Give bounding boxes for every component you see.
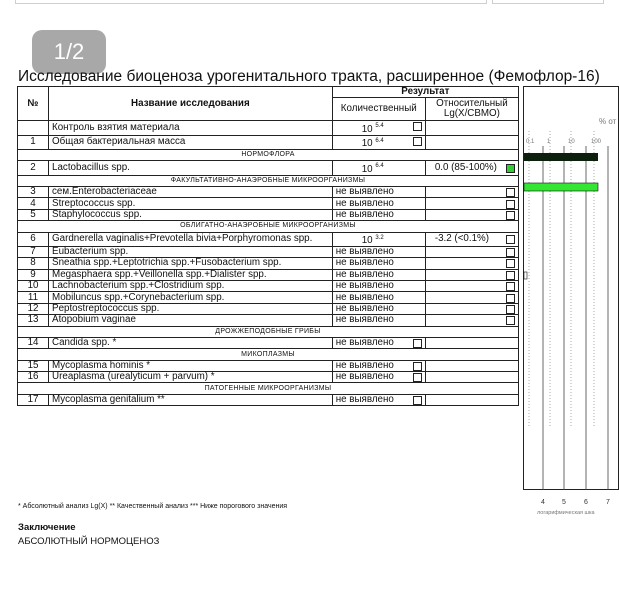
relative-value: 0.0 (85-100%) bbox=[434, 161, 497, 173]
row-number: 10 bbox=[18, 280, 49, 291]
table-row bbox=[18, 303, 519, 314]
section-label: ПАТОГЕННЫЕ МИКРООРГАНИЗМЫ bbox=[18, 383, 519, 394]
table-row bbox=[18, 246, 519, 257]
relative-cell bbox=[425, 121, 518, 135]
header-results: Результат bbox=[332, 87, 518, 98]
table-row bbox=[18, 280, 519, 291]
quantitative-value: не выявлено bbox=[335, 291, 394, 303]
row-number: 13 bbox=[18, 315, 49, 326]
relative-cell bbox=[425, 337, 518, 348]
row-number bbox=[18, 121, 49, 135]
quantitative-cell bbox=[332, 394, 425, 405]
log-tick-label: 5 bbox=[562, 499, 566, 506]
table-row bbox=[18, 161, 519, 175]
relative-cell bbox=[425, 209, 518, 220]
result-checkbox bbox=[506, 211, 515, 220]
result-checkbox bbox=[413, 122, 422, 131]
row-number: 9 bbox=[18, 269, 49, 280]
relative-cell bbox=[425, 394, 518, 405]
table-row bbox=[18, 337, 519, 348]
section-row bbox=[18, 349, 519, 360]
relative-cell bbox=[425, 246, 518, 257]
relative-cell bbox=[425, 269, 518, 280]
quantitative-cell bbox=[332, 198, 425, 209]
relative-cell bbox=[425, 135, 518, 149]
quantitative-value: 10 bbox=[361, 123, 373, 135]
result-checkbox bbox=[413, 137, 422, 146]
row-number: 7 bbox=[18, 246, 49, 257]
log-tick-label: 6 bbox=[584, 499, 588, 506]
footnote: * Абсолютный анализ Lg(X) ** Качественный анализ *** Ниже порогового значения bbox=[18, 503, 288, 510]
quantitative-value: не выявлено bbox=[335, 359, 394, 371]
lactobacillus-bar bbox=[524, 183, 598, 191]
table-row bbox=[18, 232, 519, 246]
result-checkbox bbox=[506, 200, 515, 209]
header-name: Название исследования bbox=[49, 87, 333, 121]
quantitative-cell bbox=[332, 209, 425, 220]
test-name: сем.Enterobacteriaceae bbox=[49, 186, 333, 197]
row-number: 4 bbox=[18, 198, 49, 209]
test-name: Peptostreptococcus spp. bbox=[49, 303, 333, 314]
result-checkbox bbox=[506, 259, 515, 268]
result-checkbox bbox=[506, 188, 515, 197]
row-number: 8 bbox=[18, 258, 49, 269]
quantitative-cell bbox=[332, 315, 425, 326]
test-name: Gardnerella vaginalis+Prevotella bivia+Porphyromonas spp. bbox=[49, 232, 333, 246]
test-name: Staphylococcus spp. bbox=[49, 209, 333, 220]
section-row bbox=[18, 175, 519, 186]
chart-top-label: % от bbox=[599, 117, 617, 126]
header-relative: Относительный Lg(X/СВМО) bbox=[425, 98, 518, 121]
row-number: 3 bbox=[18, 186, 49, 197]
relative-cell bbox=[425, 161, 518, 175]
pct-tick-label: 10 bbox=[568, 139, 575, 145]
exponent: 5.4 bbox=[375, 123, 384, 130]
section-row bbox=[18, 149, 519, 160]
quantitative-value: не выявлено bbox=[335, 208, 394, 220]
section-label: ДРОЖЖЕПОДОБНЫЕ ГРИБЫ bbox=[18, 326, 519, 337]
quantitative-value: 10 bbox=[361, 163, 373, 175]
section-label: ОБЛИГАТНО-АНАЭРОБНЫЕ МИКРООРГАНИЗМЫ bbox=[18, 221, 519, 232]
table-row bbox=[18, 269, 519, 280]
header-num: № bbox=[18, 87, 49, 121]
result-checkbox bbox=[413, 396, 422, 405]
quantitative-cell bbox=[332, 292, 425, 303]
quantitative-value: не выявлено bbox=[335, 257, 394, 269]
result-checkbox bbox=[413, 339, 422, 348]
section-label: НОРМОФЛОРА bbox=[18, 149, 519, 160]
test-name: Sneathia spp.+Leptotrichia spp.+Fusobacterium spp. bbox=[49, 258, 333, 269]
quantitative-value: не выявлено bbox=[335, 314, 394, 326]
test-name: Candida spp. * bbox=[49, 337, 333, 348]
section-label: МИКОПЛАЗМЫ bbox=[18, 349, 519, 360]
table-row bbox=[18, 258, 519, 269]
relative-cell bbox=[425, 198, 518, 209]
relative-cell bbox=[425, 258, 518, 269]
row-number: 15 bbox=[18, 360, 49, 371]
test-name: Ureaplasma (urealyticum + parvum) * bbox=[49, 372, 333, 383]
pct-tick-label: 0.1 bbox=[526, 139, 535, 145]
quantitative-cell bbox=[332, 232, 425, 246]
table-row bbox=[18, 121, 519, 135]
row-number: 1 bbox=[18, 135, 49, 149]
relative-cell bbox=[425, 292, 518, 303]
row-number: 14 bbox=[18, 337, 49, 348]
test-name: Megasphaera spp.+Veillonella spp.+Dialister spp. bbox=[49, 269, 333, 280]
conclusion-text: АБСОЛЮТНЫЙ НОРМОЦЕНОЗ bbox=[18, 536, 160, 547]
test-name: Streptococcus spp. bbox=[49, 198, 333, 209]
table-row bbox=[18, 209, 519, 220]
top-field-border-right bbox=[492, 0, 604, 4]
exponent: 3.2 bbox=[375, 234, 384, 241]
table-row bbox=[18, 186, 519, 197]
section-row bbox=[18, 383, 519, 394]
row-number: 17 bbox=[18, 394, 49, 405]
relative-cell bbox=[425, 372, 518, 383]
pct-tick-label: 1 bbox=[547, 139, 551, 145]
row-number: 11 bbox=[18, 292, 49, 303]
relative-cell bbox=[425, 186, 518, 197]
log-scale-chart bbox=[523, 86, 619, 516]
log-tick-label: 7 bbox=[606, 499, 610, 506]
quantitative-value: не выявлено bbox=[335, 394, 394, 406]
quantitative-value: не выявлено bbox=[335, 280, 394, 292]
test-name: Lactobacillus spp. bbox=[49, 161, 333, 175]
quantitative-cell bbox=[332, 135, 425, 149]
chart-bottom-label: логарифмическая шка bbox=[537, 510, 595, 516]
result-indicator-green bbox=[506, 164, 515, 173]
total-mass-bar bbox=[524, 153, 598, 161]
gardnerella-bar bbox=[524, 272, 527, 279]
table-row bbox=[18, 394, 519, 405]
pct-tick-label: 100 bbox=[591, 139, 602, 145]
quantitative-cell bbox=[332, 258, 425, 269]
row-number: 5 bbox=[18, 209, 49, 220]
header-quantitative: Количественный bbox=[332, 98, 425, 121]
table-row bbox=[18, 372, 519, 383]
test-name: Mobiluncus spp.+Corynebacterium spp. bbox=[49, 292, 333, 303]
quantitative-cell bbox=[332, 372, 425, 383]
relative-value: -3.2 (<0.1%) bbox=[434, 233, 490, 245]
quantitative-cell bbox=[332, 186, 425, 197]
quantitative-cell bbox=[332, 337, 425, 348]
table-row bbox=[18, 360, 519, 371]
conclusion-heading: Заключение bbox=[18, 522, 76, 533]
relative-cell bbox=[425, 232, 518, 246]
results-table bbox=[17, 86, 519, 406]
test-name: Общая бактериальная масса bbox=[49, 135, 333, 149]
result-checkbox bbox=[413, 362, 422, 371]
row-number: 2 bbox=[18, 161, 49, 175]
relative-cell bbox=[425, 303, 518, 314]
result-checkbox bbox=[506, 294, 515, 303]
log-tick-label: 4 bbox=[541, 499, 545, 506]
page-indicator: 1/2 bbox=[32, 30, 106, 74]
result-checkbox bbox=[506, 282, 515, 291]
section-row bbox=[18, 221, 519, 232]
row-number: 16 bbox=[18, 372, 49, 383]
quantitative-value: не выявлено bbox=[335, 371, 394, 383]
exponent: 6.4 bbox=[375, 163, 384, 170]
result-checkbox bbox=[506, 271, 515, 280]
quantitative-value: не выявлено bbox=[335, 197, 394, 209]
result-checkbox bbox=[413, 373, 422, 382]
quantitative-cell bbox=[332, 246, 425, 257]
result-checkbox bbox=[506, 305, 515, 314]
result-checkbox bbox=[506, 316, 515, 325]
test-name: Контроль взятия материала bbox=[49, 121, 333, 135]
table-header-row bbox=[18, 87, 519, 98]
row-number: 6 bbox=[18, 232, 49, 246]
quantitative-cell bbox=[332, 280, 425, 291]
row-number: 12 bbox=[18, 303, 49, 314]
table-row bbox=[18, 315, 519, 326]
relative-cell bbox=[425, 315, 518, 326]
result-checkbox bbox=[506, 248, 515, 257]
quantitative-cell bbox=[332, 161, 425, 175]
table-row bbox=[18, 198, 519, 209]
test-name: Eubacterium spp. bbox=[49, 246, 333, 257]
quantitative-value: 10 bbox=[361, 234, 373, 246]
relative-cell bbox=[425, 360, 518, 371]
quantitative-value: не выявлено bbox=[335, 337, 394, 349]
table-row bbox=[18, 292, 519, 303]
quantitative-value: не выявлено bbox=[335, 302, 394, 314]
test-name: Mycoplasma hominis * bbox=[49, 360, 333, 371]
quantitative-value: не выявлено bbox=[335, 268, 394, 280]
section-row bbox=[18, 326, 519, 337]
quantitative-cell bbox=[332, 303, 425, 314]
quantitative-cell bbox=[332, 360, 425, 371]
quantitative-value: не выявлено bbox=[335, 186, 394, 198]
quantitative-cell bbox=[332, 121, 425, 135]
result-checkbox bbox=[506, 235, 515, 244]
document-title: Исследование биоценоза урогенитального тракта, расширенное (Фемофлор-16) bbox=[18, 68, 600, 85]
table-row bbox=[18, 135, 519, 149]
quantitative-value: 10 bbox=[361, 137, 373, 149]
quantitative-cell bbox=[332, 269, 425, 280]
top-field-border bbox=[15, 0, 487, 4]
section-label: ФАКУЛЬТАТИВНО-АНАЭРОБНЫЕ МИКРООРГАНИЗМЫ bbox=[18, 175, 519, 186]
test-name: Lachnobacterium spp.+Clostridium spp. bbox=[49, 280, 333, 291]
quantitative-value: не выявлено bbox=[335, 245, 394, 257]
test-name: Atopobium vaginae bbox=[49, 315, 333, 326]
relative-cell bbox=[425, 280, 518, 291]
table-body bbox=[18, 121, 519, 406]
test-name: Mycoplasma genitalium ** bbox=[49, 394, 333, 405]
exponent: 6.4 bbox=[375, 137, 384, 144]
